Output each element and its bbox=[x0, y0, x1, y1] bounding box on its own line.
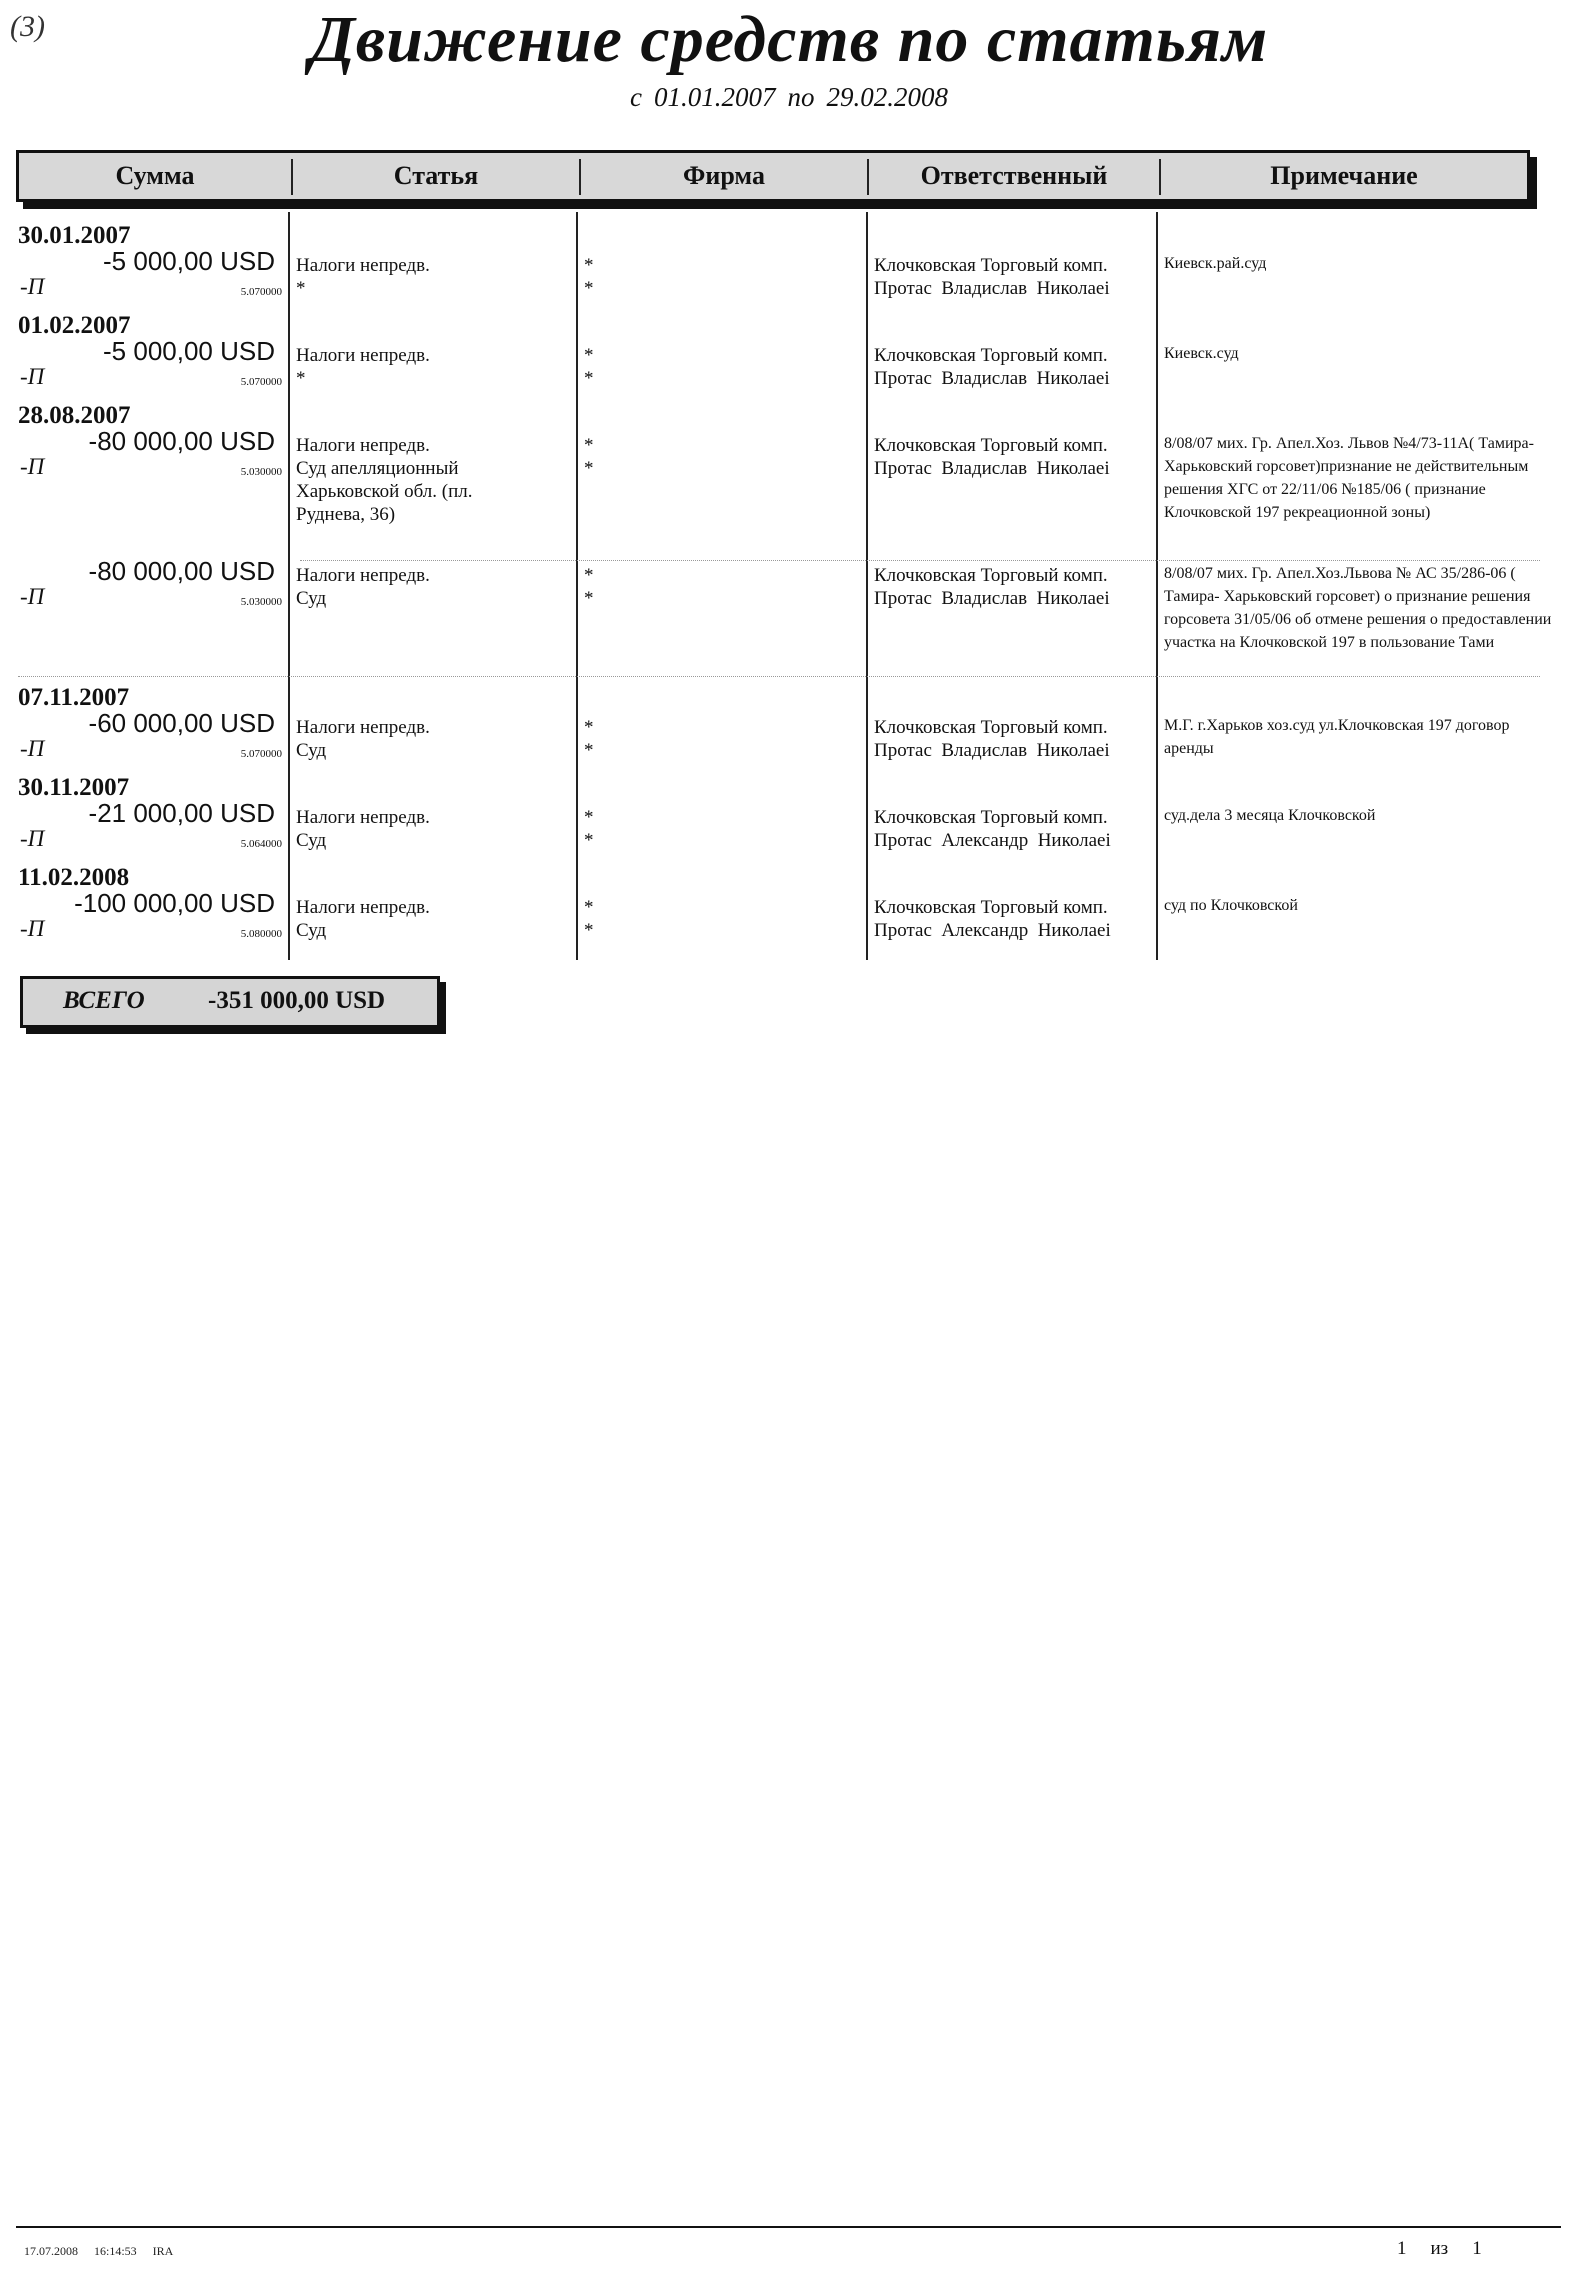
row-date: 30.01.2007 bbox=[18, 222, 131, 249]
total-value: -351 000,00 USD bbox=[208, 987, 386, 1014]
row-firm: * bbox=[584, 897, 594, 918]
row-type: -П bbox=[20, 584, 45, 609]
row-amount: -5 000,00 USD bbox=[103, 246, 275, 276]
row-amount: -5 000,00 USD bbox=[103, 336, 275, 366]
table-header bbox=[16, 150, 1530, 202]
row-code: 5.064000 bbox=[240, 838, 282, 850]
row-article: Налоги непредв. bbox=[296, 435, 430, 456]
row-code: 5.080000 bbox=[240, 928, 282, 940]
row-firm: * bbox=[584, 807, 594, 828]
page-number: 1 bbox=[1397, 2238, 1407, 2259]
row-type: -П bbox=[20, 274, 45, 299]
row-code: 5.030000 bbox=[240, 596, 282, 608]
row-note: суд.дела 3 месяца Клочковской bbox=[1164, 807, 1376, 824]
row-article: Суд апелляционный bbox=[296, 458, 459, 479]
row-amount: -80 000,00 USD bbox=[88, 426, 275, 456]
dotted-separator bbox=[300, 560, 1540, 561]
row-amount: -21 000,00 USD bbox=[88, 798, 275, 828]
row-date: 30.11.2007 bbox=[18, 774, 130, 801]
row-responsible: Клочковская Торговый комп. bbox=[874, 345, 1108, 366]
row-type: -П bbox=[20, 364, 45, 389]
row-amount: -60 000,00 USD bbox=[88, 708, 275, 738]
row-date: 07.11.2007 bbox=[18, 684, 130, 711]
dotted-separator bbox=[18, 676, 1540, 677]
row-responsible: Клочковская Торговый комп. bbox=[874, 897, 1108, 918]
total-box bbox=[20, 976, 440, 1028]
column-header-note: Примечание bbox=[1270, 161, 1418, 190]
footer-user: IRA bbox=[152, 2244, 174, 2258]
row-note: Киевск.рай.суд bbox=[1164, 255, 1267, 272]
row-article: Суд bbox=[296, 588, 327, 609]
row-responsible: Клочковская Торговый комп. bbox=[874, 717, 1108, 738]
row-date: 28.08.2007 bbox=[18, 402, 131, 429]
row-date: 11.02.2008 bbox=[18, 864, 130, 891]
row-responsible: Протас Владислав Николаеі bbox=[874, 368, 1110, 389]
row-code: 5.070000 bbox=[240, 286, 282, 298]
row-article: Налоги непредв. bbox=[296, 807, 430, 828]
handwritten-page-mark: (3) bbox=[10, 10, 45, 43]
row-article: * bbox=[296, 278, 306, 299]
row-code: 5.030000 bbox=[240, 466, 282, 478]
row-type: -П bbox=[20, 454, 45, 479]
total-label: ВСЕГО bbox=[63, 987, 145, 1014]
row-code: 5.070000 bbox=[240, 748, 282, 760]
period-to-label: по bbox=[787, 82, 815, 112]
row-firm: * bbox=[584, 717, 594, 738]
row-responsible: Протас Александр Николаеі bbox=[874, 920, 1111, 941]
row-firm: * bbox=[584, 830, 594, 851]
column-header-article: Статья bbox=[393, 161, 479, 190]
row-amount: -100 000,00 USD bbox=[74, 888, 275, 918]
row-responsible: Клочковская Торговый комп. bbox=[874, 255, 1108, 276]
period-from: 01.01.2007 bbox=[653, 82, 776, 112]
row-code: 5.070000 bbox=[240, 376, 282, 388]
row-firm: * bbox=[584, 435, 594, 456]
row-note: Киевск.суд bbox=[1164, 345, 1239, 362]
row-article: * bbox=[296, 368, 306, 389]
row-article: Налоги непредв. bbox=[296, 565, 430, 586]
row-responsible: Протас Владислав Николаеі bbox=[874, 278, 1110, 299]
row-responsible: Протас Александр Николаеі bbox=[874, 830, 1111, 851]
row-firm: * bbox=[584, 565, 594, 586]
row-firm: * bbox=[584, 920, 594, 941]
footer-time: 16:14:53 bbox=[94, 2244, 137, 2258]
row-responsible: Клочковская Торговый комп. bbox=[874, 807, 1108, 828]
row-responsible: Клочковская Торговый комп. bbox=[874, 565, 1108, 586]
row-firm: * bbox=[584, 255, 594, 276]
row-firm: * bbox=[584, 368, 594, 389]
row-firm: * bbox=[584, 740, 594, 761]
row-article: Суд bbox=[296, 740, 327, 761]
column-header-firm: Фирма bbox=[683, 161, 765, 190]
row-note: 8/08/07 мих. Гр. Апел.Хоз.Львова № АС 35/286-06 ( Тамира- Харьковский горсовет) о признание решения горсовета 31/05/06 об отмене решения о предоставлении участка на Клочковской 197 в пользование Тами bbox=[1164, 565, 1552, 651]
footer-date: 17.07.2008 bbox=[24, 2244, 78, 2258]
row-firm: * bbox=[584, 345, 594, 366]
row-article: Харьковской обл. (пл. bbox=[296, 481, 473, 502]
row-firm: * bbox=[584, 278, 594, 299]
row-article: Налоги непредв. bbox=[296, 897, 430, 918]
row-firm: * bbox=[584, 458, 594, 479]
column-divider bbox=[1156, 212, 1158, 960]
report-title: Движение средств по статьям bbox=[309, 3, 1269, 76]
row-amount: -80 000,00 USD bbox=[88, 556, 275, 586]
period-to: 29.02.2008 bbox=[826, 82, 948, 112]
row-article: Суд bbox=[296, 920, 327, 941]
row-type: -П bbox=[20, 736, 45, 761]
row-article: Руднева, 36) bbox=[296, 504, 396, 525]
row-responsible: Протас Владислав Николаеі bbox=[874, 458, 1110, 479]
footer-print-info bbox=[24, 2244, 189, 2259]
report-period bbox=[0, 82, 1578, 113]
row-note: М.Г. г.Харьков хоз.суд ул.Клочковская 197 договор аренды bbox=[1164, 717, 1510, 757]
row-firm: * bbox=[584, 588, 594, 609]
row-article: Налоги непредв. bbox=[296, 717, 430, 738]
row-article: Суд bbox=[296, 830, 327, 851]
row-responsible: Протас Владислав Николаеі bbox=[874, 588, 1110, 609]
page-of-label: из bbox=[1430, 2238, 1449, 2259]
row-date: 01.02.2007 bbox=[18, 312, 131, 339]
row-note: 8/08/07 мих. Гр. Апел.Хоз. Львов №4/73-11А( Тамира- Харьковский горсовет)признание не действительным решения ХГС от 22/11/06 №185/06 ( признание Клочковской 197 рекреационной зоны) bbox=[1164, 435, 1534, 521]
column-divider bbox=[576, 212, 578, 960]
column-header-amount: Сумма bbox=[115, 161, 195, 190]
row-responsible: Протас Владислав Николаеі bbox=[874, 740, 1110, 761]
page-total: 1 bbox=[1472, 2238, 1482, 2259]
row-type: -П bbox=[20, 826, 45, 851]
column-divider bbox=[288, 212, 290, 960]
row-note: суд по Клочковской bbox=[1164, 897, 1298, 914]
row-responsible: Клочковская Торговый комп. bbox=[874, 435, 1108, 456]
row-type: -П bbox=[20, 916, 45, 941]
footer-divider bbox=[16, 2226, 1561, 2228]
row-article: Налоги непредв. bbox=[296, 255, 430, 276]
column-header-responsible: Ответственный bbox=[920, 161, 1108, 190]
page-counter bbox=[1385, 2238, 1494, 2260]
period-from-label: с bbox=[630, 82, 642, 112]
row-article: Налоги непредв. bbox=[296, 345, 430, 366]
column-divider bbox=[866, 212, 868, 960]
